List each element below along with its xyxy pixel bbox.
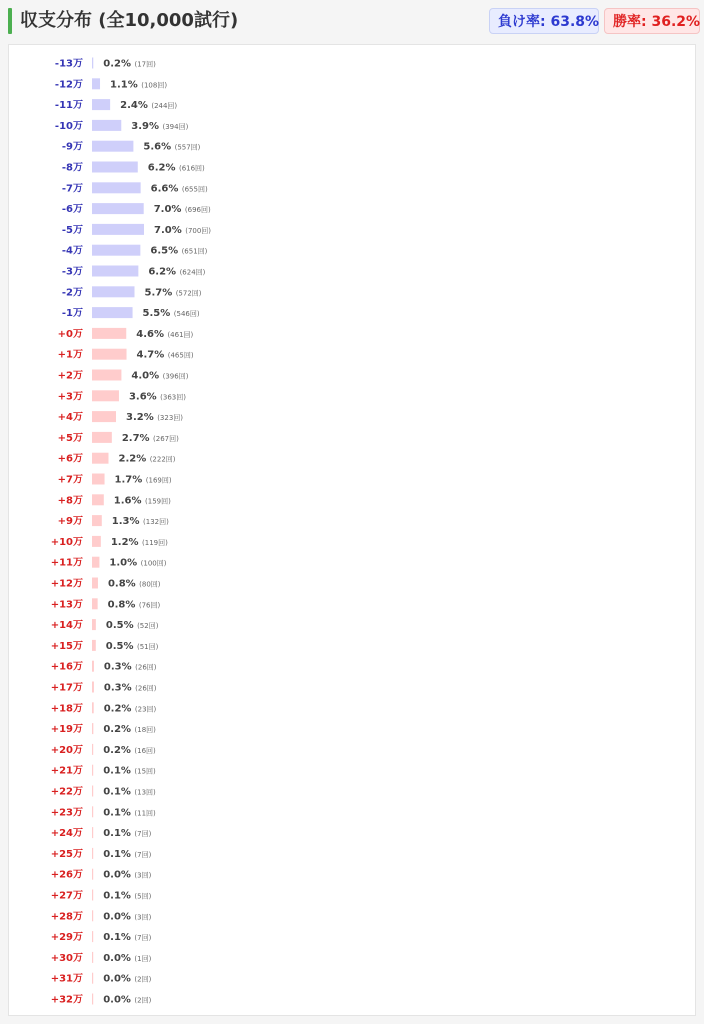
data-label	[103, 891, 151, 902]
category-label: +7万	[57, 474, 83, 486]
bar	[92, 307, 133, 318]
percent-label: 0.5%	[105, 640, 138, 652]
data-label	[103, 745, 156, 756]
percent-label: 3.6%	[128, 391, 161, 403]
bar	[92, 494, 104, 505]
bar	[92, 869, 93, 880]
data-label	[103, 995, 151, 1006]
bar	[92, 682, 94, 693]
category-label: +15万	[50, 640, 83, 652]
distribution-chart	[9, 45, 695, 1015]
percent-label: 1.1%	[110, 79, 142, 91]
data-label	[131, 371, 188, 382]
count-label: (546回)	[173, 310, 200, 319]
bar	[92, 515, 102, 526]
data-label	[103, 932, 151, 943]
category-label: +13万	[50, 599, 83, 611]
percent-label: 0.1%	[103, 786, 135, 798]
count-label: (3回)	[134, 871, 152, 880]
data-label	[143, 308, 200, 319]
category-label: +20万	[50, 744, 83, 756]
bar	[92, 619, 96, 630]
category-label: +19万	[50, 724, 83, 736]
data-label	[103, 911, 151, 922]
bar	[92, 141, 133, 152]
category-label: -10万	[54, 120, 83, 132]
chart-header	[0, 0, 704, 44]
percent-label: 6.2%	[147, 162, 179, 174]
bar	[92, 578, 98, 589]
percent-label: 4.7%	[136, 349, 168, 361]
category-label: +18万	[50, 703, 83, 715]
bar	[92, 411, 116, 422]
category-label: +16万	[50, 661, 83, 673]
category-label: +27万	[50, 890, 83, 902]
bar	[92, 390, 119, 401]
data-label	[106, 641, 159, 652]
percent-label: 0.2%	[103, 703, 135, 715]
percent-label: 0.8%	[107, 599, 139, 611]
bar	[92, 994, 93, 1005]
percent-label: 0.1%	[103, 828, 135, 840]
count-label: (26回)	[135, 663, 157, 672]
percent-label: 2.2%	[118, 453, 150, 465]
data-label	[108, 599, 161, 610]
category-label: +5万	[57, 432, 83, 444]
data-label	[144, 287, 201, 298]
bar	[92, 120, 121, 131]
count-label: (15回)	[134, 767, 156, 776]
bar	[92, 328, 126, 339]
chart-title: 収支分布 (全10,000試行)	[20, 10, 239, 31]
percent-label: 0.2%	[103, 58, 135, 70]
bar	[92, 203, 144, 214]
bar	[92, 266, 138, 277]
bar	[92, 182, 141, 193]
count-label: (5回)	[134, 892, 152, 901]
count-label: (323回)	[157, 414, 184, 423]
count-label: (1回)	[134, 954, 152, 963]
category-label: +9万	[57, 516, 83, 528]
count-label: (169回)	[145, 476, 172, 485]
data-label	[109, 558, 166, 569]
data-label	[148, 267, 205, 278]
percent-label: 5.6%	[143, 141, 175, 153]
category-label: +29万	[50, 932, 83, 944]
bar	[92, 848, 93, 859]
data-label	[115, 475, 172, 486]
category-label: -12万	[54, 79, 83, 91]
percent-label: 0.0%	[103, 911, 135, 923]
bar	[92, 557, 99, 568]
count-label: (76回)	[138, 601, 161, 610]
percent-label: 4.6%	[136, 328, 168, 340]
data-label	[103, 870, 151, 881]
lose-rate-badge: 負け率: 63.8%	[489, 8, 599, 34]
count-label: (26回)	[135, 684, 157, 693]
category-label: +8万	[57, 495, 83, 507]
percent-label: 0.0%	[103, 952, 135, 964]
bar	[92, 162, 138, 173]
data-label	[103, 807, 156, 818]
percent-label: 5.5%	[142, 308, 174, 320]
category-label: -13万	[54, 58, 83, 70]
category-label: -5万	[61, 224, 83, 236]
category-label: +23万	[50, 807, 83, 819]
category-label: +6万	[57, 453, 83, 465]
data-label	[114, 495, 171, 506]
category-label: +14万	[50, 620, 83, 632]
title-accent-bar	[8, 8, 12, 34]
count-label: (100回)	[140, 559, 167, 568]
data-label	[103, 849, 151, 860]
category-label: +17万	[50, 682, 83, 694]
percent-label: 1.3%	[111, 516, 144, 528]
data-label	[112, 516, 169, 527]
data-label	[137, 350, 194, 361]
category-label: +12万	[50, 578, 83, 590]
category-label: +31万	[50, 973, 83, 985]
bar	[92, 598, 98, 609]
chart-panel	[8, 44, 696, 1016]
data-label	[118, 454, 175, 465]
percent-label: 0.1%	[103, 932, 135, 944]
count-label: (655回)	[181, 185, 208, 194]
data-label	[103, 953, 151, 964]
data-label	[103, 724, 156, 735]
percent-label: 6.2%	[148, 266, 180, 278]
percent-label: 2.4%	[120, 100, 152, 112]
count-label: (17回)	[134, 60, 156, 69]
category-label: -9万	[61, 141, 83, 153]
percent-label: 1.6%	[113, 495, 146, 507]
bar	[92, 474, 105, 485]
bar	[92, 245, 140, 256]
count-label: (7回)	[134, 830, 152, 839]
category-label: +26万	[50, 869, 83, 881]
count-label: (222回)	[149, 455, 176, 464]
percent-label: 2.7%	[121, 432, 154, 444]
percent-label: 0.1%	[103, 807, 135, 819]
bar	[92, 286, 134, 297]
bar	[92, 224, 144, 235]
percent-label: 3.2%	[125, 412, 158, 424]
data-label	[150, 246, 207, 257]
count-label: (2回)	[134, 975, 152, 984]
percent-label: 1.2%	[110, 536, 143, 548]
category-label: -3万	[61, 266, 83, 278]
bar	[92, 910, 93, 921]
data-label	[143, 142, 200, 153]
category-label: -6万	[61, 204, 83, 216]
count-label: (51回)	[137, 642, 159, 651]
category-label: +21万	[50, 765, 83, 777]
win-rate-badge: 勝率: 36.2%	[604, 8, 700, 34]
count-label: (7回)	[134, 934, 152, 943]
percent-label: 0.3%	[103, 661, 136, 673]
data-label	[129, 391, 186, 402]
bar	[92, 973, 93, 984]
percent-label: 0.5%	[105, 620, 138, 632]
data-label	[103, 787, 156, 798]
count-label: (80回)	[139, 580, 161, 589]
percent-label: 4.0%	[131, 370, 163, 382]
data-label	[131, 121, 188, 132]
count-label: (651回)	[181, 247, 208, 256]
data-label	[106, 620, 159, 631]
bar	[92, 702, 94, 713]
count-label: (132回)	[143, 518, 169, 527]
count-label: (267回)	[153, 434, 179, 443]
bar	[92, 765, 93, 776]
bar	[92, 806, 93, 817]
count-label: (13回)	[134, 788, 156, 797]
category-label: +25万	[50, 848, 83, 860]
data-label	[103, 59, 156, 70]
data-label	[111, 537, 168, 548]
percent-label: 5.7%	[144, 287, 176, 299]
bar	[92, 952, 93, 963]
data-label	[136, 329, 193, 340]
bar	[92, 370, 121, 381]
percent-label: 0.2%	[103, 744, 135, 756]
bar	[92, 58, 93, 69]
bar	[92, 99, 110, 110]
category-label: -8万	[61, 162, 83, 174]
count-label: (363回)	[160, 393, 187, 402]
count-label: (461回)	[167, 330, 194, 339]
bar	[92, 661, 94, 672]
percent-label: 1.0%	[109, 557, 141, 569]
percent-label: 0.1%	[103, 890, 135, 902]
count-label: (23回)	[134, 705, 157, 714]
category-label: +22万	[50, 786, 83, 798]
count-label: (396回)	[162, 372, 189, 381]
percent-label: 6.6%	[150, 183, 182, 195]
category-label: -11万	[54, 100, 83, 112]
percent-label: 6.5%	[150, 245, 182, 257]
percent-label: 0.0%	[103, 973, 135, 985]
bar	[92, 640, 96, 651]
bar	[92, 723, 93, 734]
data-label	[154, 204, 211, 215]
data-label	[104, 662, 157, 673]
count-label: (696回)	[184, 206, 211, 215]
data-label	[126, 412, 183, 423]
bar	[92, 827, 93, 838]
count-label: (108回)	[141, 81, 168, 90]
percent-label: 0.1%	[103, 848, 135, 860]
count-label: (2回)	[134, 996, 152, 1005]
count-label: (394回)	[162, 122, 189, 131]
data-label	[151, 183, 208, 194]
bar	[92, 931, 93, 942]
percent-label: 1.7%	[114, 474, 146, 486]
bar	[92, 453, 108, 464]
count-label: (3回)	[134, 913, 152, 922]
percent-label: 0.0%	[103, 994, 135, 1006]
data-label	[104, 703, 157, 714]
data-label	[120, 100, 177, 111]
count-label: (119回)	[142, 538, 168, 547]
bar	[92, 536, 101, 547]
category-label: +3万	[57, 391, 83, 403]
percent-label: 0.8%	[107, 578, 140, 590]
count-label: (616回)	[178, 164, 205, 173]
data-label	[148, 163, 205, 174]
count-label: (16回)	[134, 746, 156, 755]
category-label: -1万	[61, 308, 83, 320]
category-label: -7万	[61, 183, 83, 195]
count-label: (557回)	[174, 143, 201, 152]
percent-label: 0.1%	[103, 765, 135, 777]
percent-label: 0.0%	[103, 869, 135, 881]
count-label: (159回)	[145, 497, 171, 506]
data-label	[104, 683, 157, 694]
category-label: +28万	[50, 911, 83, 923]
bar	[92, 78, 100, 89]
count-label: (572回)	[175, 289, 202, 298]
bar	[92, 349, 127, 360]
count-label: (11回)	[134, 809, 156, 818]
category-label: -2万	[61, 287, 83, 299]
data-label	[110, 79, 167, 90]
data-label	[154, 225, 211, 236]
data-label	[108, 579, 161, 590]
category-label: +24万	[50, 828, 83, 840]
count-label: (624回)	[179, 268, 206, 277]
data-label	[103, 974, 151, 985]
category-label: +11万	[50, 557, 83, 569]
bar	[92, 744, 93, 755]
count-label: (700回)	[185, 226, 212, 235]
category-label: +4万	[57, 412, 83, 424]
category-label: +32万	[50, 994, 83, 1006]
count-label: (52回)	[137, 622, 159, 631]
bar	[92, 890, 93, 901]
count-label: (18回)	[134, 726, 156, 735]
category-label: +2万	[57, 370, 83, 382]
bar	[92, 786, 93, 797]
category-label: +1万	[57, 349, 83, 361]
category-label: +30万	[50, 952, 83, 964]
data-label	[122, 433, 179, 444]
percent-label: 0.2%	[103, 724, 135, 736]
count-label: (244回)	[151, 102, 178, 111]
percent-label: 3.9%	[131, 120, 163, 132]
category-label: +0万	[57, 328, 83, 340]
count-label: (465回)	[167, 351, 194, 360]
bar	[92, 432, 112, 443]
percent-label: 7.0%	[153, 204, 185, 216]
data-label	[103, 828, 151, 839]
category-label: +10万	[50, 536, 83, 548]
percent-label: 0.3%	[103, 682, 136, 694]
data-label	[103, 766, 156, 777]
count-label: (7回)	[134, 850, 152, 859]
category-label: -4万	[61, 245, 83, 257]
percent-label: 7.0%	[154, 224, 186, 236]
